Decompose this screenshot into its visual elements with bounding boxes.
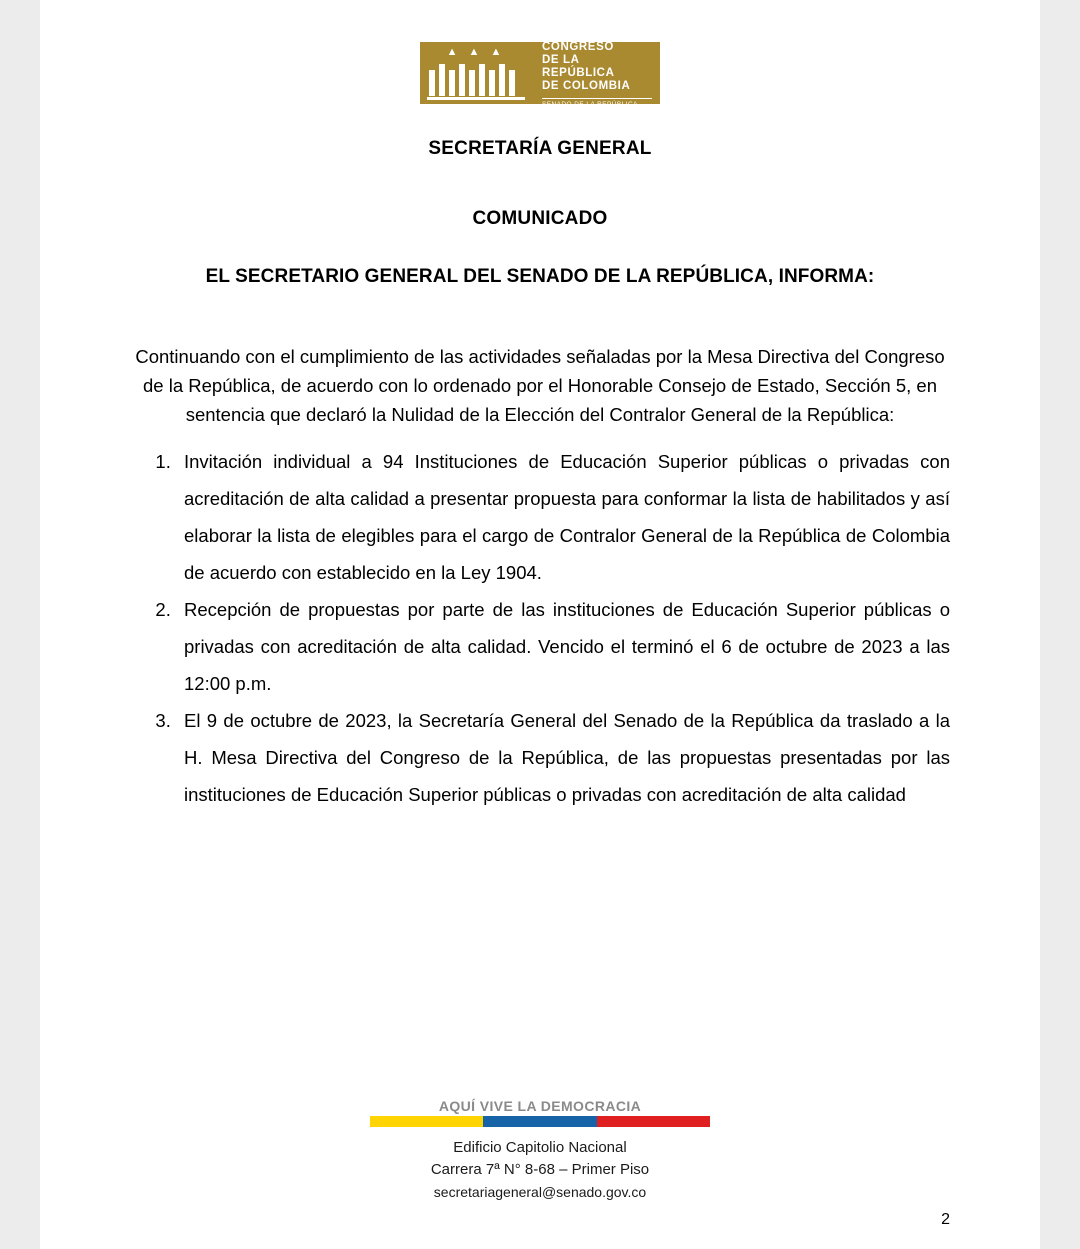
list-item: 3. El 9 de octubre de 2023, la Secretaría General del Senado de la República da traslado a la H. Mesa Directiva del Congreso de la República, de las propuestas presentadas por las instituciones de Educación Superior públicas o privadas con acreditación de alta calidad [176, 702, 950, 813]
intro-paragraph: Continuando con el cumplimiento de las actividades señaladas por la Mesa Directiva del Congreso de la República, de acuerdo con lo ordenado por el Honorable Consejo de Estado, Sección 5, en sentencia que declaró la Nulidad de la Elección del Contralor General de la República: [135, 346, 945, 425]
list-item: 1. Invitación individual a 94 Instituciones de Educación Superior públicas o privadas con acreditación de alta calidad a presentar propuesta para conformar la lista de habilitados y así elaborar la lista de elegibles para el cargo de Contralor General de la República de Colombia de acuerdo con establecido en la Ley 1904. [176, 443, 950, 591]
page-title: SECRETARÍA GENERAL [428, 138, 652, 159]
footer-building: Edificio Capitolio Nacional [453, 1139, 627, 1156]
flag-red [597, 1116, 710, 1127]
page-number: 2 [941, 1211, 950, 1228]
list-item: 2. Recepción de propuestas por parte de las instituciones de Educación Superior públicas o privadas con acreditación de alta calidad. Vencido el terminó el 6 de octubre de 2023 a las 12:00 p.m. [176, 591, 950, 702]
colombia-flag-bar-icon [370, 1116, 710, 1127]
capitol-emblem-icon [420, 42, 532, 104]
congress-logo [130, 40, 950, 108]
emblem-base [427, 97, 525, 100]
numbered-list [130, 443, 950, 813]
condor-birds-icon: ▲ ▲ ▲ [446, 46, 506, 58]
footer-email: secretariageneral@senado.gov.co [433, 1184, 647, 1200]
heading-informa: EL SECRETARIO GENERAL DEL SENADO DE LA REPÚBLICA, INFORMA: [205, 266, 875, 287]
document-footer [40, 1098, 1040, 1203]
logo-line-colombia: DE COLOMBIA [542, 79, 631, 92]
subtitle-comunicado: COMUNICADO [472, 208, 608, 229]
logo-line-congreso: CONGRESO [542, 40, 614, 53]
footer-slogan: AQUÍ VIVE LA DEMOCRACIA [438, 1098, 642, 1114]
flag-yellow [370, 1116, 483, 1127]
flag-blue [483, 1116, 596, 1127]
logo-line-senado: SENADO DE LA REPÚBLICA [542, 98, 652, 108]
logo-wordmark [532, 40, 660, 108]
document-sheet [40, 0, 1040, 1249]
footer-address-block [40, 1137, 1040, 1203]
logo-line-republica: DE LA REPÚBLICA [542, 53, 615, 79]
footer-street: Carrera 7ª N° 8-68 – Primer Piso [430, 1161, 650, 1178]
